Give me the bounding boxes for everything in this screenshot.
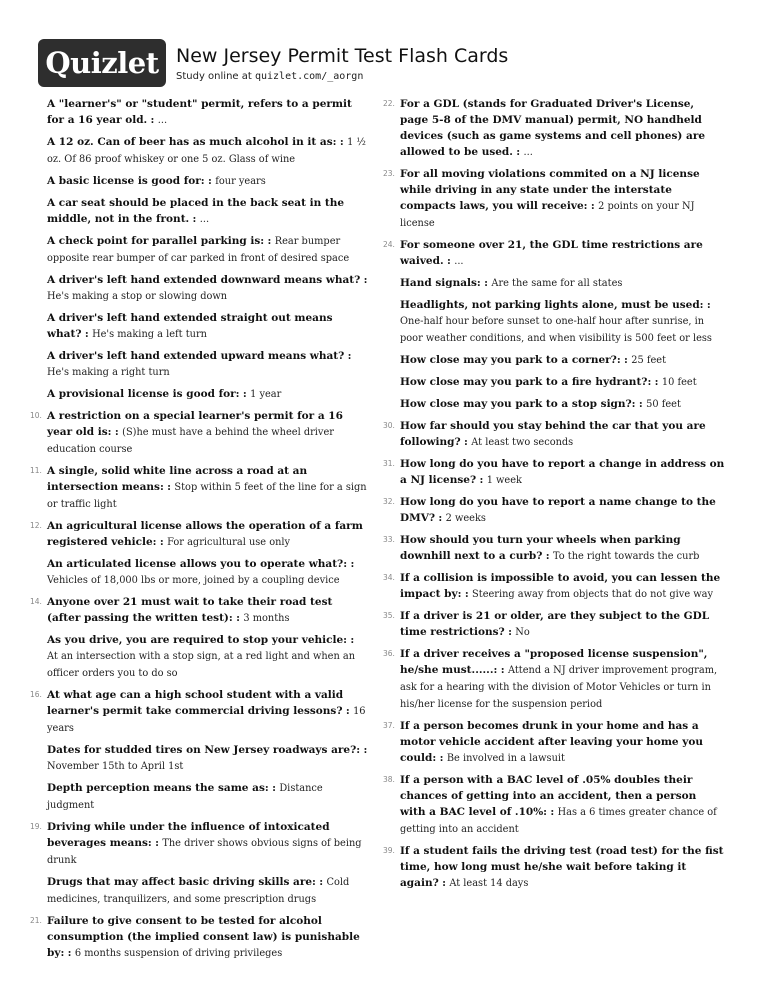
card-term: A provisional license is good for: bbox=[47, 388, 240, 400]
card-term: Driving while under the influence of intoxicated beverages means: bbox=[47, 821, 330, 849]
card-number: 35. bbox=[383, 611, 395, 620]
card-definition: 2 weeks bbox=[445, 513, 486, 524]
flash-card bbox=[383, 96, 725, 161]
card-definition: November 15th to April 1st bbox=[47, 761, 184, 772]
card-definition: 2 points on your NJ license bbox=[400, 201, 695, 229]
card-separator: : bbox=[339, 136, 344, 148]
card-number: 34. bbox=[383, 573, 395, 582]
flash-card bbox=[30, 913, 368, 962]
card-term: An agricultural license allows the operation of a farm registered vehicle: bbox=[47, 520, 363, 548]
card-term: How close may you park to a corner?: bbox=[400, 354, 621, 366]
card-definition: Vehicles of 18,000 lbs or more, joined by a coupling device bbox=[47, 575, 340, 586]
card-number: 39. bbox=[383, 846, 395, 855]
flash-card bbox=[30, 96, 368, 129]
card-term: If a collision is impossible to avoid, you can lessen the impact by: bbox=[400, 572, 721, 600]
card-term: How close may you park to a stop sign?: bbox=[400, 398, 636, 410]
flash-card bbox=[30, 556, 368, 589]
study-url[interactable]: quizlet.com/_aorgn bbox=[254, 71, 364, 82]
card-number: 24. bbox=[383, 240, 395, 249]
card-definition: ... bbox=[523, 147, 533, 158]
card-definition: He's making a stop or slowing down bbox=[47, 291, 228, 302]
flash-card bbox=[30, 348, 368, 381]
card-term: How close may you park to a fire hydrant?: bbox=[400, 376, 652, 388]
page-header bbox=[0, 0, 768, 88]
card-separator: : bbox=[438, 512, 443, 524]
flash-card bbox=[383, 646, 725, 713]
left-card-column bbox=[30, 96, 368, 967]
card-separator: : bbox=[167, 481, 172, 493]
card-separator: : bbox=[363, 274, 368, 286]
flash-card bbox=[383, 396, 725, 413]
card-term: A check point for parallel parking is: bbox=[47, 235, 265, 247]
flash-card bbox=[383, 494, 725, 527]
card-definition: At an intersection with a stop sign, at a red light and when an officer orders you to do so bbox=[47, 651, 356, 679]
flash-card bbox=[30, 874, 368, 908]
card-definition: At least 14 days bbox=[449, 878, 529, 889]
flash-card bbox=[383, 352, 725, 369]
card-term: For all moving violations commited on a NJ license while driving in any state under the interstate compacts laws, you will receive: bbox=[400, 168, 700, 212]
card-separator: : bbox=[192, 213, 197, 225]
card-separator: : bbox=[350, 558, 355, 570]
card-separator: : bbox=[446, 255, 451, 267]
flash-card bbox=[383, 237, 725, 270]
card-separator: : bbox=[347, 350, 352, 362]
card-term: Anyone over 21 must wait to take their road test (after passing the written test): bbox=[47, 596, 333, 624]
page-title: New Jersey Permit Test Flash Cards bbox=[176, 45, 509, 67]
card-definition: Stop within 5 feet of the line for a sign or traffic light bbox=[47, 482, 367, 510]
card-separator: : bbox=[508, 626, 512, 638]
flash-card bbox=[383, 166, 725, 232]
card-number: 36. bbox=[383, 649, 395, 658]
card-term: A single, solid white line across a road at an intersection means: bbox=[47, 465, 308, 493]
flash-card bbox=[30, 195, 368, 228]
card-separator: : bbox=[590, 200, 595, 212]
card-separator: : bbox=[545, 550, 550, 562]
card-definition: 16 years bbox=[47, 706, 366, 734]
card-number: 32. bbox=[383, 497, 395, 506]
card-term: A driver's left hand extended upward means what? bbox=[47, 350, 345, 362]
right-card-column bbox=[383, 96, 725, 897]
card-term: Hand signals: bbox=[400, 277, 481, 289]
card-term: A "learner's" or "student" permit, refers to a permit for a 16 year old. bbox=[47, 98, 352, 126]
card-separator: : bbox=[484, 277, 489, 289]
card-term: If a driver is 21 or older, are they subject to the GDL time restrictions? bbox=[400, 610, 710, 638]
card-definition: (S)he must have a behind the wheel driver education course bbox=[47, 427, 334, 455]
card-definition: 6 months suspension of driving privileges bbox=[74, 948, 283, 959]
flash-card bbox=[30, 780, 368, 814]
card-number: 12. bbox=[30, 521, 42, 530]
flash-card bbox=[30, 518, 368, 551]
flash-card bbox=[30, 272, 368, 305]
flash-card bbox=[383, 843, 725, 892]
card-separator: : bbox=[267, 235, 272, 247]
card-definition: At least two seconds bbox=[471, 437, 574, 448]
card-term: If a student fails the driving test (road test) for the fist time, how long must he/she wait before taking it again? bbox=[400, 845, 724, 889]
card-term: For a GDL (stands for Graduated Driver's License, page 5-8 of the DMV manual) permit, NO handheld devices (such as game systems and cell phones) are allowed to be used. bbox=[400, 98, 706, 158]
card-definition: ... bbox=[454, 256, 464, 267]
card-number: 10. bbox=[30, 411, 42, 420]
card-term: A basic license is good for: bbox=[47, 175, 205, 187]
card-definition: 25 feet bbox=[631, 355, 667, 366]
card-separator: : bbox=[345, 705, 350, 717]
card-definition: For agricultural use only bbox=[167, 537, 291, 548]
card-separator: : bbox=[150, 114, 155, 126]
card-definition: To the right towards the curb bbox=[552, 551, 700, 562]
card-separator: : bbox=[479, 474, 484, 486]
card-term: As you drive, you are required to stop your vehicle: bbox=[47, 634, 348, 646]
card-definition: Be involved in a lawsuit bbox=[446, 753, 565, 764]
card-separator: : bbox=[706, 299, 711, 311]
flash-card bbox=[383, 275, 725, 292]
card-term: Depth perception means the same as: bbox=[47, 782, 269, 794]
card-term: How long do you have to report a name change to the DMV? bbox=[400, 496, 716, 524]
card-number: 31. bbox=[383, 459, 395, 468]
flash-card bbox=[30, 594, 368, 627]
card-number: 14. bbox=[30, 597, 42, 606]
subtitle-prefix: Study online at bbox=[176, 71, 255, 82]
card-number: 23. bbox=[383, 169, 395, 178]
flash-card bbox=[383, 456, 725, 489]
card-separator: : bbox=[272, 782, 276, 794]
card-definition: Distance judgment bbox=[47, 783, 323, 811]
flash-card bbox=[383, 718, 725, 767]
flash-card bbox=[383, 374, 725, 391]
card-term: How far should you stay behind the car that you are following? bbox=[400, 420, 706, 448]
card-term: For someone over 21, the GDL time restrictions are waived. bbox=[400, 239, 703, 267]
card-number: 21. bbox=[30, 916, 42, 925]
flash-card bbox=[30, 408, 368, 458]
flash-card bbox=[30, 687, 368, 737]
card-term: A car seat should be placed in the back seat in the middle, not in the front. bbox=[47, 197, 345, 225]
card-separator: : bbox=[363, 744, 368, 756]
card-definition: 3 months bbox=[243, 613, 290, 624]
card-definition: He's making a right turn bbox=[47, 367, 170, 378]
card-definition: 1 week bbox=[486, 475, 522, 486]
card-definition: Steering away from objects that do not give way bbox=[472, 589, 713, 600]
card-term: An articulated license allows you to operate what?: bbox=[47, 558, 348, 570]
flash-card bbox=[30, 173, 368, 190]
card-term: A 12 oz. Can of beer has as much alcohol in it as: bbox=[47, 136, 337, 148]
card-definition: ... bbox=[199, 214, 210, 225]
flash-card bbox=[30, 742, 368, 775]
card-number: 11. bbox=[30, 466, 42, 475]
card-term: How long do you have to report a change in address on a NJ license? bbox=[400, 458, 725, 486]
card-separator: : bbox=[624, 354, 628, 366]
flash-card bbox=[383, 772, 725, 838]
flash-card bbox=[30, 632, 368, 682]
card-separator: : bbox=[84, 328, 89, 340]
card-separator: : bbox=[464, 436, 468, 448]
card-definition: He's making a left turn bbox=[92, 329, 207, 340]
card-definition: Rear bumper opposite rear bumper of car parked in front of desired space bbox=[47, 236, 350, 264]
card-separator: : bbox=[550, 806, 555, 818]
card-number: 37. bbox=[383, 721, 395, 730]
card-term: Headlights, not parking lights alone, must be used: bbox=[400, 299, 704, 311]
card-number: 38. bbox=[383, 775, 395, 784]
card-separator: : bbox=[442, 877, 446, 889]
flash-card bbox=[30, 233, 368, 267]
page-subtitle bbox=[176, 71, 363, 82]
card-term: If a driver receives a "proposed license suspension", he/she must......: bbox=[400, 648, 708, 676]
card-number: 19. bbox=[30, 822, 42, 831]
card-term: Drugs that may affect basic driving skills are: bbox=[47, 876, 316, 888]
card-definition: One-half hour before sunset to one-half hour after sunrise, in poor weather conditions, and when visibility is 500 feet or less bbox=[400, 316, 712, 344]
card-definition: 50 feet bbox=[646, 399, 681, 410]
card-term: If a person with a BAC level of .05% doubles their chances of getting into an accident, then a person with a BAC level of .10%: bbox=[400, 774, 697, 818]
flash-card bbox=[383, 608, 725, 641]
flash-card bbox=[30, 463, 368, 513]
card-definition: Cold medicines, tranquilizers, and some prescription drugs bbox=[47, 877, 350, 905]
card-separator: : bbox=[350, 634, 355, 646]
card-separator: : bbox=[67, 947, 72, 959]
card-separator: : bbox=[516, 146, 521, 158]
card-term: Dates for studded tires on New Jersey roadways are?: bbox=[47, 744, 361, 756]
card-separator: : bbox=[319, 876, 324, 888]
flash-card bbox=[30, 134, 368, 168]
card-term: A restriction on a special learner's permit for a 16 year old is: bbox=[47, 410, 343, 438]
flash-card bbox=[30, 819, 368, 869]
card-separator: : bbox=[208, 175, 212, 187]
flash-card bbox=[383, 532, 725, 565]
card-number: 30. bbox=[383, 421, 395, 430]
card-term: If a person becomes drunk in your home and has a motor vehicle accident after leaving your home you could: bbox=[400, 720, 703, 764]
card-separator: : bbox=[236, 612, 241, 624]
quizlet-logo[interactable]: Quizlet bbox=[38, 39, 166, 87]
card-number: 16. bbox=[30, 690, 42, 699]
card-definition: 10 feet bbox=[661, 377, 697, 388]
card-definition: Has a 6 times greater chance of getting into an accident bbox=[400, 807, 717, 835]
card-separator: : bbox=[654, 376, 659, 388]
card-definition: Are the same for all states bbox=[491, 278, 623, 289]
card-number: 22. bbox=[383, 99, 395, 108]
flash-card bbox=[383, 297, 725, 347]
card-term: A driver's left hand extended downward means what? bbox=[47, 274, 361, 286]
flash-card bbox=[383, 570, 725, 603]
card-term: A driver's left hand extended straight out means what? bbox=[47, 312, 333, 340]
card-definition: ... bbox=[157, 115, 168, 126]
flash-card bbox=[30, 386, 368, 403]
card-separator: : bbox=[114, 426, 119, 438]
card-separator: : bbox=[242, 388, 247, 400]
card-separator: : bbox=[500, 664, 505, 676]
card-separator: : bbox=[638, 398, 643, 410]
flash-card bbox=[383, 418, 725, 451]
flash-card bbox=[30, 310, 368, 343]
card-definition: 1 year bbox=[250, 389, 282, 400]
card-term: Failure to give consent to be tested for alcohol consumption (the implied consent law) is punishable by: bbox=[47, 915, 360, 959]
card-separator: : bbox=[155, 837, 159, 849]
card-separator: : bbox=[464, 588, 469, 600]
card-number: 33. bbox=[383, 535, 395, 544]
card-definition: four years bbox=[215, 176, 266, 187]
card-definition: The driver shows obvious signs of being drunk bbox=[47, 838, 362, 866]
card-separator: : bbox=[159, 536, 164, 548]
card-definition: 1 ½ oz. Of 86 proof whiskey or one 5 oz. Glass of wine bbox=[47, 137, 366, 165]
card-separator: : bbox=[439, 752, 444, 764]
card-definition: No bbox=[515, 627, 530, 638]
card-term: How should you turn your wheels when parking downhill next to a curb? bbox=[400, 534, 681, 562]
card-definition: Attend a NJ driver improvement program, ask for a hearing with the division of Motor Vehicles or turn in his/her license for the suspension period bbox=[400, 665, 718, 710]
card-term: At what age can a high school student with a valid learner's permit take commercial driving lessons? bbox=[47, 689, 344, 717]
